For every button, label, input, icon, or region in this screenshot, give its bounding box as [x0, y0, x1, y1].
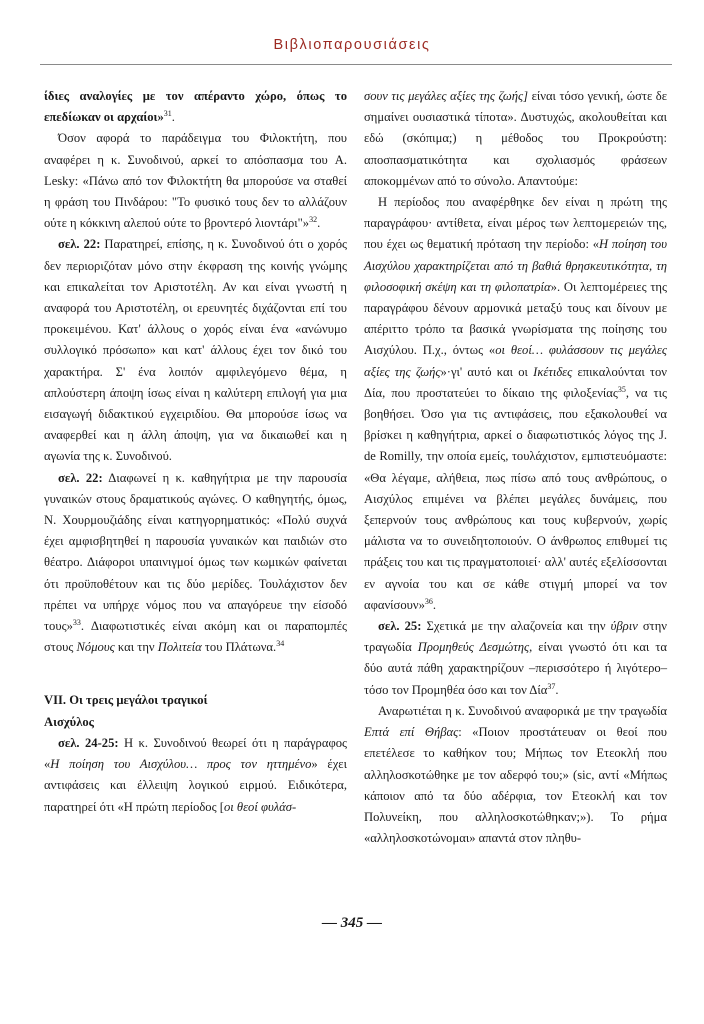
running-header: Βιβλιοπαρουσιάσεις: [273, 37, 431, 53]
paragraph: Όσον αφορά το παράδειγμα του Φιλοκτήτη, που αναφέρει η κ. Συνοδινού, αρκεί το απόσπασμα του A. Lesky: «Πάνω από τον Φιλοκτήτη θα μπορούσε να σταθεί η φράση του Πινδάρου: "Το φυσικό τους δεν το αλλάζουν ούτε η κόκκινη αλεπού ούτε το βροντερό λιοντάρι"»$^{32}$.: [44, 131, 347, 231]
paragraph: ίδιες αναλογίες με τον απέραντο χώρο, όπως το επεδίωκαν οι αρχαίοι»$^{31}$.: [44, 89, 347, 125]
paragraph: σελ. 22: Διαφωνεί η κ. καθηγήτρια με την παρουσία γυναικών στους δραματικούς αγώνες. Ο καθηγητής, όμως, Ν. Χουρμουζιάδης είναι κατηγορηματικός: «Πολύ συχνά έχει αμφισβητηθεί η παρουσία γυναικών και παιδιών στο θέατρο. Διάφοροι υπαινιγμοί όμως των κωμικών φαίνεται ότι προϋποθέτουν και τις δύο μερίδες. Τουλάχιστον δεν πρέπει να υπήρχε νόμος που να απαγόρευε την είσοδό τους»$^{33}$. Διαφωτιστικές είναι ακόμη και οι παραπομπές στους Νόμους και την Πολιτεία του Πλάτωνα.$^{34}$: [44, 470, 347, 655]
paragraph: σελ. 25: Σχετικά με την αλαζονεία και την ύβριν στην τραγωδία Προμηθεύς Δεσμώτης, είναι γνωστό ότι και τα δύο αυτά πάθη χαρακτηρίζουν –περισσότερο ή λιγότερο– τόσο τον Προμηθέα όσο και τον Δία$^{37}$.: [364, 619, 667, 697]
paragraph: σελ. 22: Παρατηρεί, επίσης, η κ. Συνοδινού ότι ο χορός δεν περιοριζόταν μόνο στην έκφραση της κοινής γνώμης και επικαλείται τον Αριστοτέλη. Αν και είναι γνωστή η αναφορά του Αριστοτέλη, οι ερευνητές διχάζονται επί του προκειμένου. Κατ' άλλους ο χορός είναι ένα «ανώνυμο συλλογικό πρόσωπο» και κατ' άλλους έχει τον δικό του χαρακτήρα. Σ' ένα λοιπόν αμφιλεγόμενο θέμα, η απλούστερη άποψη ίσως είναι η καλύτερη επιλογή για μια εισαγωγή διδακτικού εγχειριδίου. Θα μπορούσε ίσως να αναφερθεί και η άλλη άποψη, για να δικαιωθεί και η αγωνία της κ. Συνοδινού.: [44, 237, 347, 464]
page-number: — 345 —: [322, 915, 382, 931]
paragraph: σουν τις μεγάλες αξίες της ζωής] είναι τόσο γενική, ώστε δε σημαίνει ουσιαστικά τίποτα». Δυστυχώς, ακολουθείται και εδώ (σκόπιμα;) η μέθοδος του Προκρούστη: αποσπασματικότητα και σχολιασμός φράσεων αποκομμένων από το σύνολο. Απαντούμε:: [364, 89, 667, 188]
paragraph: σελ. 24-25: Η κ. Συνοδινού θεωρεί ότι η παράγραφος «Η ποίηση του Αισχύλου… προς τον ηττημένο» έχει αντιφάσεις και έλλειψη λογικού ειρμού. Ειδικότερα, παρατηρεί ότι «Η πρώτη περίοδος [οι θεοί φυλάσ-: [44, 735, 347, 814]
right-column: [364, 86, 667, 849]
header-rule: [40, 64, 672, 65]
paragraph: Αναρωτιέται η κ. Συνοδινού αναφορικά με την τραγωδία Επτά επί Θήβας: «Ποιον προστάτευαν οι θεοί που επετέλεσε το καθήκον του; Μήπως τον Ετεοκλή που αλληλοσκοτώθηκε με τον αδερφό του;» (sic, αντί «Μήπως κάποιον από τα δύο αδέρφια, τον Ετεοκλή και τον Πολυνείκη, που αλληλοσκοτώθηκαν;»). Το ρήμα «αλληλοσκοτώνομαι» απαντά στον πληθυ-: [364, 703, 667, 846]
section-heading: VII. Οι τρεις μεγάλοι τραγικοί: [44, 693, 208, 708]
left-column: [44, 86, 347, 818]
paragraph: Η περίοδος που αναφέρθηκε δεν είναι η πρώτη της παραγράφου· αντίθετα, είναι μέρος των λεπτομερειών της, που έχει ως θεματική πρόταση την περίοδο: «Η ποίηση του Αισχύλου χαρακτηρίζεται από τη βαθιά θρησκευτικότητα, τη φιλοσοφική σκέψη και τη φιλοπατρία». Οι λεπτομέρειες της παραγράφου δένουν αρμονικά μεταξύ τους και δίνουν με απέριττο τρόπο τα βασικά γνωρίσματα της ποίησης του Αισχύλου. Π.χ., όντως «οι θεοί… φυλάσσουν τις μεγάλες αξίες της ζωής»·γι' αυτό και οι Ικέτιδες επικαλούνται τον Δία, που προστατεύει το δίκαιο της φιλοξενίας$^{35}$, να τις βοηθήσει. Όσο για τις αντιφάσεις, που εξακολουθεί να βρίσκει η καθηγήτρια, αρκεί ο διαφωτιστικός λόγος της J. de Romilly, την οποία εμείς, τουλάχιστον, εμπιστευόμαστε: «Θα λέγαμε, αλήθεια, πως πίσω από τους ανθρώπους, ο Αισχύλος επιμένει να βλέπει μεγάλες δυνάμεις, που ξεπερνούν τους ανθρώπους και τους κυβερνούν, χωρίς μάλιστα να το συνειδητοποιούν. Ο άνθρωπος επιθυμεί τις πράξεις του και τις πραγματοποιεί· αλλ' αυτές εξελίσσονται εν αγνοία του και σε κάθε στιγμή μπορεί να τον αφανίσουν»$^{36}$.: [364, 195, 667, 612]
subsection-heading: Αισχύλος: [44, 714, 94, 729]
